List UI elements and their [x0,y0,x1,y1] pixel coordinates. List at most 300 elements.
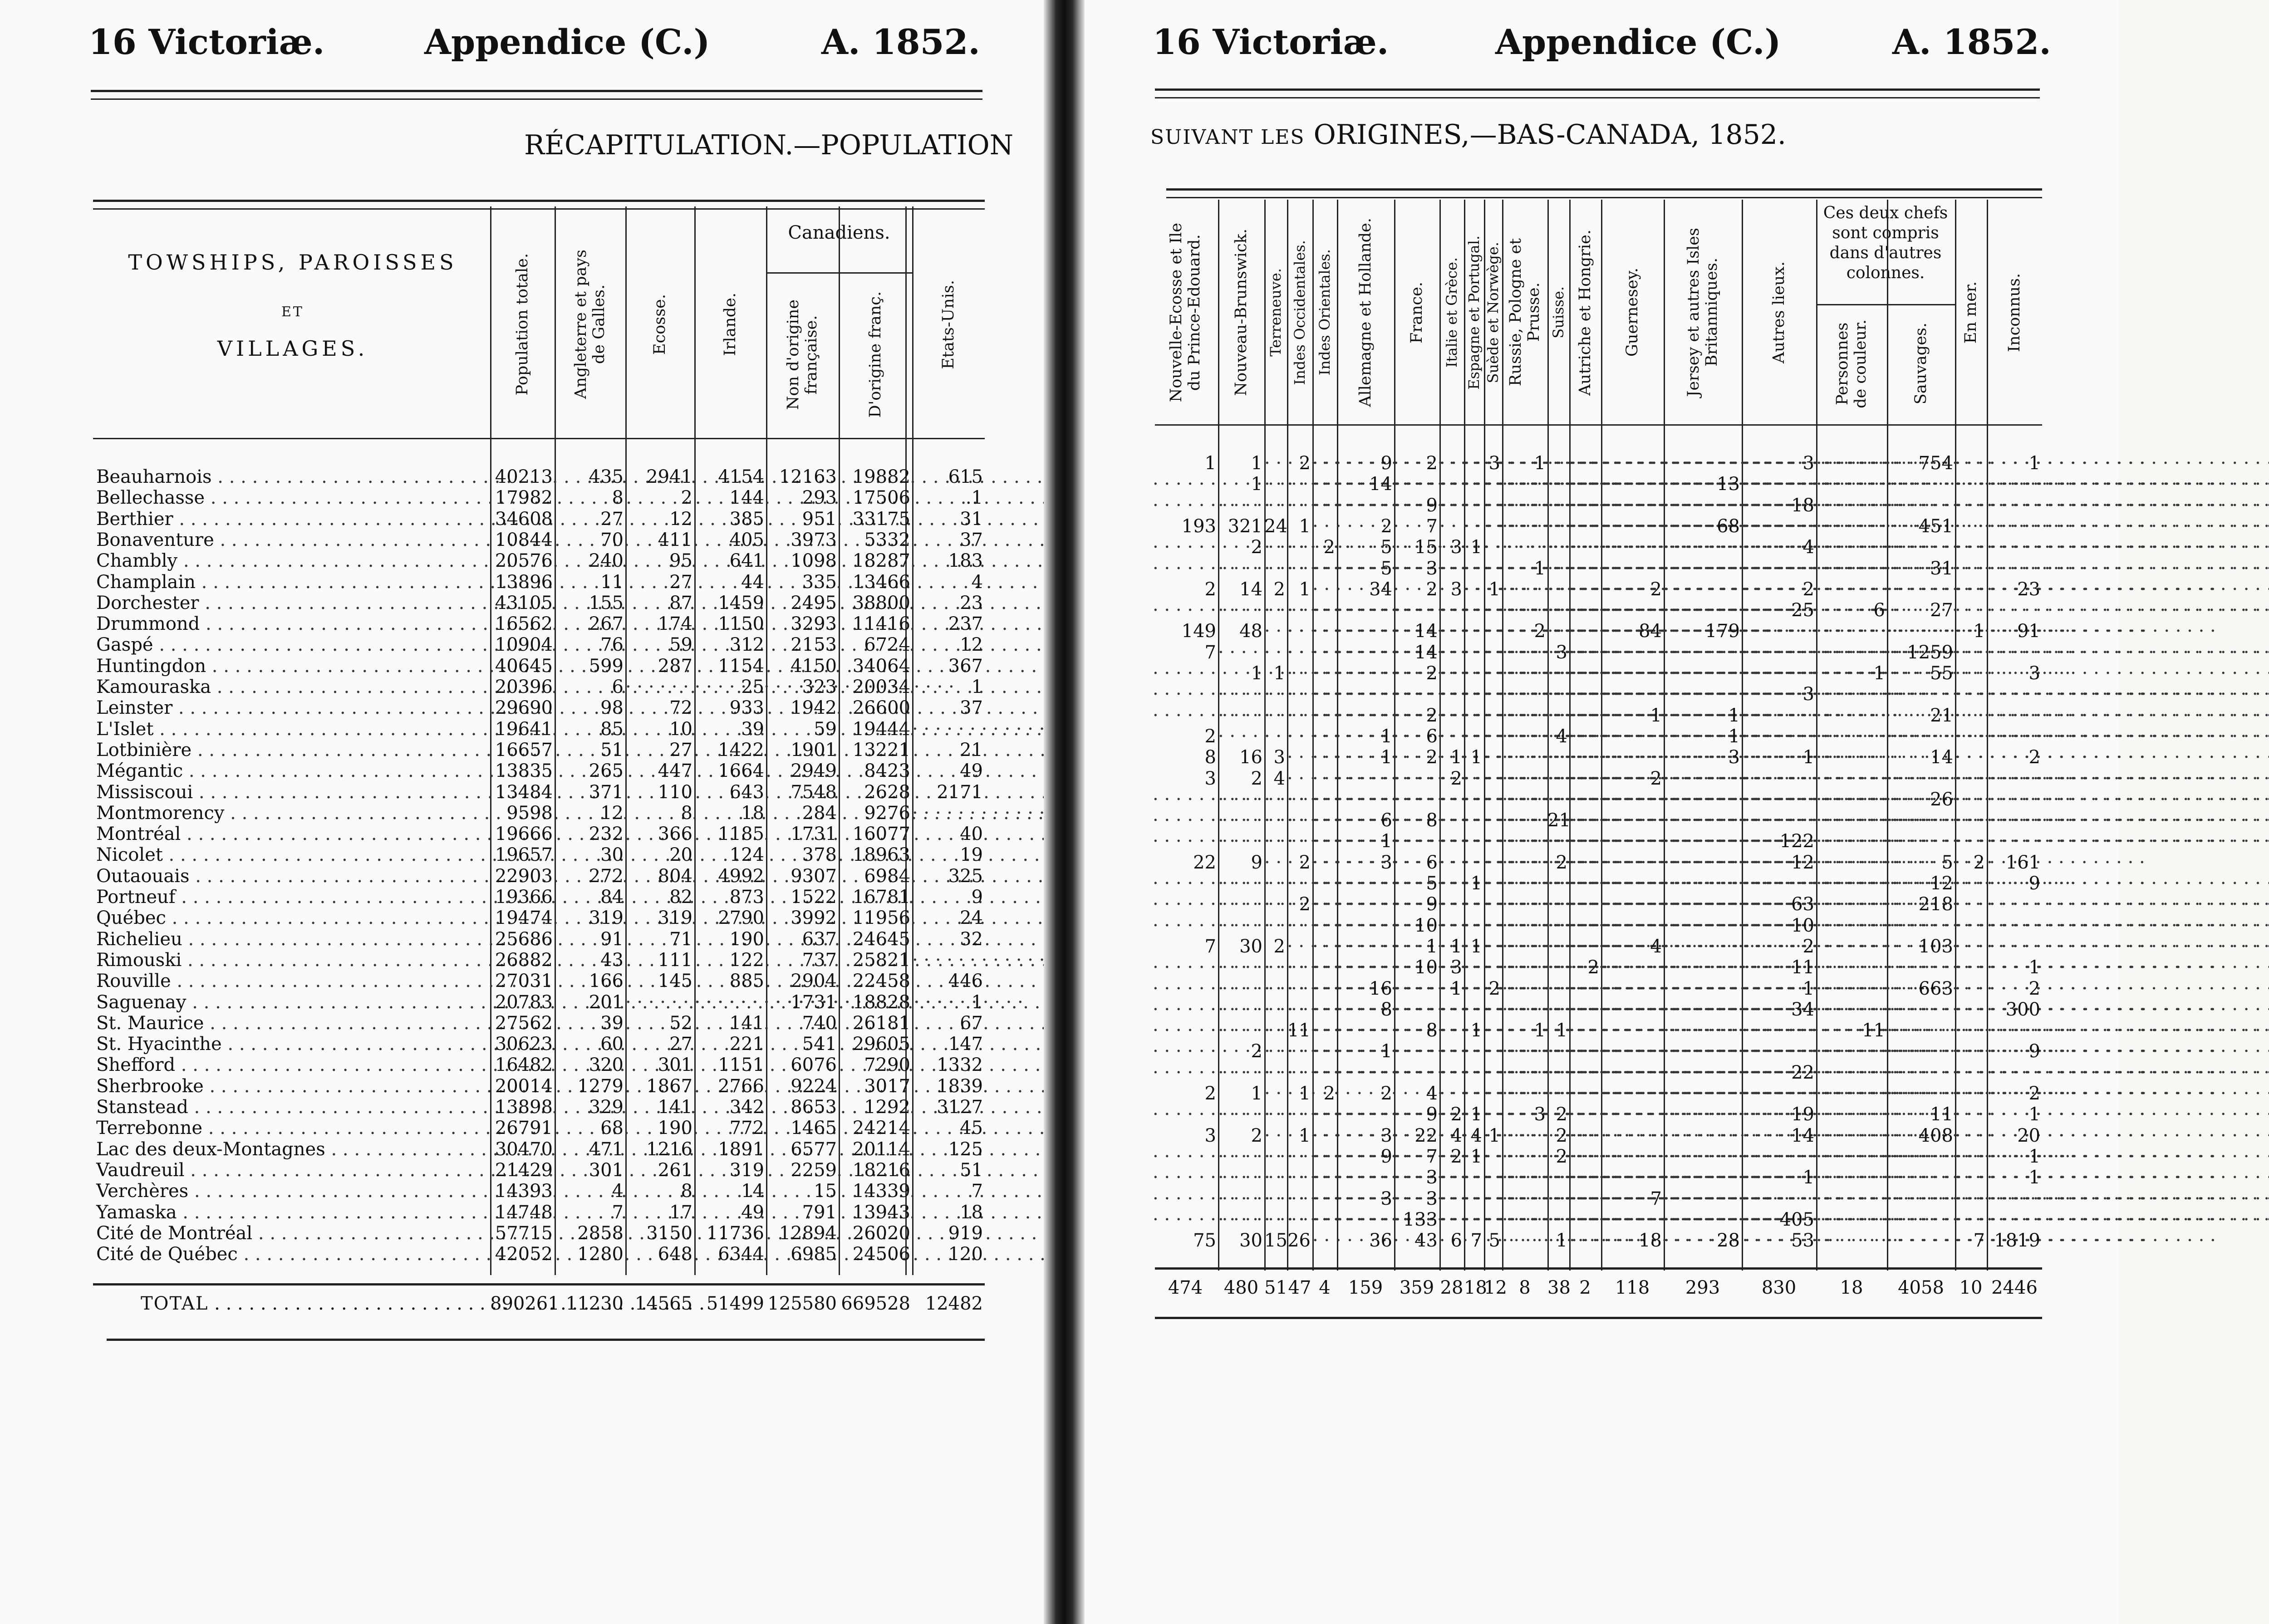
table-cell [1218,621,1264,642]
cell-value: 1098 [791,550,837,572]
table-cell [912,656,985,677]
cell-value: 1 [1470,873,1482,894]
table-cell [1816,495,1887,516]
total-cell: 359 [1399,1277,1434,1298]
row-label: Leinster . . . [96,697,489,718]
table-cell [1218,1209,1264,1230]
cell-value: 2 [1204,579,1216,600]
cell-value: 13466 [852,571,910,593]
table-cell [490,971,555,991]
table-cell [1464,537,1484,558]
table-cell [1484,495,1502,516]
table-cell [1569,1209,1601,1230]
table-cell [1337,726,1394,747]
table-cell [1394,663,1439,684]
table-cell [694,487,766,508]
table-cell [625,1160,694,1181]
table-cell [1742,705,1816,726]
table-cell [1264,1020,1287,1041]
table-cell [1337,978,1394,999]
table-cell [1887,1125,1955,1146]
table-cell [1547,999,1569,1020]
table-cell [1484,999,1502,1020]
table-cell [1439,789,1464,810]
table-cell [1569,495,1601,516]
table-cell [912,1013,985,1034]
cell-value: 1942 [791,697,837,719]
table-cell [1264,810,1287,831]
cell-value: 312 [729,634,764,656]
table-cell [1664,474,1742,495]
table-cell [1337,621,1394,642]
table-cell [490,656,555,677]
table-cell [1218,852,1264,873]
stub-header-line2: ET [281,304,304,320]
table-cell [912,866,985,887]
cell-value: 29690 [495,697,553,719]
table-cell [839,1013,912,1034]
table-cell [1887,810,1955,831]
cell-value: 1 [1380,747,1392,768]
table-cell [766,1076,839,1097]
table-cell [1312,768,1337,789]
table-cell [1337,831,1394,852]
cell-value: 8 [1204,747,1216,768]
table-cell [1484,558,1502,579]
cell-value: 30 [600,844,624,866]
table-cell [912,1223,985,1244]
table-cell [912,550,985,571]
running-head-title: Appendice (C.) [424,22,710,62]
column-header-label: Allemagne et Hollande. [1356,218,1375,407]
table-cell [490,1202,555,1223]
column-header [912,216,985,433]
table-cell [1464,1041,1484,1062]
table-cell [1742,1062,1816,1083]
table-cell [1742,474,1816,495]
table-cell [1816,1062,1887,1083]
table-cell [1287,495,1312,516]
cell-value: 53 [1791,1230,1814,1251]
cell-value: 237 [948,613,983,635]
cell-value: 2 [1273,936,1285,957]
column-header [1601,205,1664,420]
cell-value: 1 [1251,453,1262,474]
table-cell [1218,684,1264,705]
cell-value: 20783 [495,991,553,1013]
cell-value: 15 [814,1181,837,1202]
table-cell [1887,1167,1955,1188]
cell-value: 72 [669,697,692,719]
table-cell [1742,495,1816,516]
cell-value: 1 [1470,747,1482,768]
table-cell [1464,495,1484,516]
table-cell [1502,495,1547,516]
table-cell [1337,852,1394,873]
cell-value: 13896 [495,571,553,593]
cell-value: 16077 [852,824,910,845]
cell-value: 471 [589,1138,624,1160]
table-cell [1569,1062,1601,1083]
table-cell [1312,726,1337,747]
table-cell [1439,852,1464,873]
cell-value: 740 [802,1012,837,1034]
table-cell [912,1055,985,1075]
table-bottom-rule [107,1339,985,1341]
cell-value: 16562 [495,613,553,635]
cell-value: 6 [1426,726,1438,747]
table-cell [1502,1188,1547,1209]
cell-value: 1216 [646,1138,692,1160]
table-cell [1312,537,1337,558]
cell-value: 1279 [577,1075,624,1097]
table-cell [625,1097,694,1118]
table-cell [1218,474,1264,495]
table-cell [1218,558,1264,579]
table-cell [1439,684,1464,705]
table-cell [1337,1125,1394,1146]
table-cell [694,887,766,908]
table-cell [1484,705,1502,726]
table-cell [1287,1146,1312,1167]
cell-value: 3 [1450,537,1462,558]
table-cell [1394,915,1439,936]
table-cell [1464,726,1484,747]
table-cell [625,782,694,803]
table-cell [1153,705,1218,726]
table-cell [1601,852,1664,873]
cell-value: 7 [1650,1188,1662,1209]
table-cell [1464,684,1484,705]
table-cell [1264,1146,1287,1167]
table-cell [839,971,912,991]
cell-value: 21 [1547,810,1571,831]
cell-value: 16657 [495,739,553,760]
table-cell [1439,663,1464,684]
table-cell [1502,1041,1547,1062]
table-cell [1887,1146,1955,1167]
cell-value: 329 [589,1097,624,1118]
table-cell [625,697,694,718]
table-cell [1987,1041,2042,1062]
cell-value: 2 [1299,894,1311,915]
column-header-label: Espagne et Portugal. [1465,235,1483,390]
table-cell [1502,873,1547,894]
cell-value: 272 [589,865,624,887]
table-cell [625,1055,694,1075]
cell-value: 1 [1299,1083,1311,1104]
cell-value: 18 [1791,495,1814,516]
table-cell [625,844,694,865]
table-cell [1287,1188,1312,1209]
cell-value: 1 [1802,978,1814,999]
table-cell [1955,1041,1987,1062]
table-cell [1312,600,1337,621]
table-cell [1287,558,1312,579]
table-cell [1601,915,1664,936]
table-cell [1816,873,1887,894]
cell-value: 8 [681,802,692,824]
column-header-label: France. [1408,281,1426,343]
table-cell [1955,621,1987,642]
cell-value: 342 [729,1097,764,1118]
table-cell [1742,516,1816,537]
column-header [555,216,625,433]
table-cell [1264,999,1287,1020]
table-cell [1337,642,1394,663]
column-header [1394,205,1439,420]
table-cell [1816,474,1887,495]
cell-value: 13898 [495,1097,553,1118]
table-cell [1153,621,1218,642]
table-cell [839,677,912,697]
table-cell [1312,936,1337,957]
table-cell [766,656,839,677]
table-cell [1464,894,1484,915]
table-cell [1816,600,1887,621]
cell-value: 405 [1779,1209,1814,1230]
table-cell [1955,1230,1987,1251]
table-cell [1547,873,1569,894]
table-cell [1337,1230,1394,1251]
table-cell [1816,1188,1887,1209]
cell-value: 7 [1204,936,1216,957]
table-cell [1287,1062,1312,1083]
table-cell [1439,726,1464,747]
cell-value: 30470 [495,1138,553,1160]
table-cell [766,572,839,593]
table-cell [1816,642,1887,663]
table-cell [490,844,555,865]
cell-value: 3 [1426,558,1438,579]
table-cell [1887,978,1955,999]
cell-value: 9 [1426,894,1438,915]
cell-value: 7290 [864,1055,910,1076]
cell-value: 1 [1251,474,1262,495]
cell-value: 190 [658,1118,692,1139]
table-cell [1464,768,1484,789]
table-cell [625,719,694,740]
cell-value: 59 [669,634,692,656]
table-cell [1337,936,1394,957]
table-cell [1955,957,1987,978]
table-cell [1312,852,1337,873]
table-cell [1887,495,1955,516]
table-cell [1464,747,1484,768]
table-cell [1312,1125,1337,1146]
cell-value: 21429 [495,1159,553,1181]
table-cell [1816,537,1887,558]
cell-value: 14 [1930,747,1953,768]
table-cell [1484,1209,1502,1230]
table-cell [1264,621,1287,642]
cell-value: 34 [1369,579,1392,600]
table-cell [1218,1041,1264,1062]
table-cell [490,1118,555,1138]
cell-value: 37 [960,529,983,550]
table-cell [555,593,625,613]
table-cell [1264,1209,1287,1230]
header-rule [91,90,982,100]
row-label: Lac des deux-Montagnes . . . [96,1139,489,1160]
table-cell [1987,642,2042,663]
table-cell [1264,831,1287,852]
cell-value: 1 [1299,579,1311,600]
table-cell [1742,873,1816,894]
table-cell [1394,705,1439,726]
table-cell [625,1181,694,1202]
table-cell [1502,453,1547,474]
table-cell [1464,642,1484,663]
cell-value: 287 [658,655,692,677]
table-cell [1601,768,1664,789]
table-cell [1887,957,1955,978]
table-cell [1484,453,1502,474]
table-cell [1153,642,1218,663]
table-cell [1464,1230,1484,1251]
table-cell [1439,957,1464,978]
table-cell [1337,1167,1394,1188]
table-cell [1312,1188,1337,1209]
table-cell [1464,579,1484,600]
table-cell [1264,957,1287,978]
table-cell [490,1139,555,1160]
table-cell [1816,1041,1887,1062]
total-cell: 474 [1168,1277,1203,1298]
table-cell [1464,600,1484,621]
table-cell [1218,936,1264,957]
table-cell [1312,1209,1337,1230]
table-cell [1547,1125,1569,1146]
table-cell [1569,558,1601,579]
row-label: Sherbrooke . . . [96,1076,489,1097]
cell-value: 301 [658,1055,692,1076]
total-cell: 125580 [767,1293,837,1314]
table-cell [839,782,912,803]
cell-value: 19444 [852,718,910,740]
table-cell [1153,852,1218,873]
cell-value: 68 [600,1118,624,1139]
table-cell [1987,1083,2042,1104]
table-cell [1153,978,1218,999]
column-header [1439,205,1464,420]
table-cell [1569,978,1601,999]
table-cell [1547,558,1569,579]
cell-value: 28 [1717,1230,1740,1251]
table-cell [1569,894,1601,915]
table-cell [1569,810,1601,831]
table-cell [1664,600,1742,621]
table-cell [1287,1167,1312,1188]
cell-value: 2 [1556,1104,1567,1125]
table-cell [1502,957,1547,978]
table-cell [694,719,766,740]
table-cell [1312,579,1337,600]
table-cell [1664,516,1742,537]
table-cell [1547,789,1569,810]
table-cell [1816,1104,1887,1125]
cell-value: 1 [1873,663,1885,684]
cell-value: 6 [612,677,624,697]
table-cell [1502,1083,1547,1104]
cell-value: 1 [1534,558,1546,579]
table-cell [1547,894,1569,915]
cell-value: 11416 [852,613,910,635]
table-cell [1394,1125,1439,1146]
table-cell [1484,516,1502,537]
table-cell [766,1181,839,1202]
table-cell [1955,579,1987,600]
table-cell [839,572,912,593]
table-cell [1569,1104,1601,1125]
table-cell [1569,600,1601,621]
table-cell [1218,600,1264,621]
table-cell [1664,705,1742,726]
table-cell [1987,726,2042,747]
table-cell [1569,1041,1601,1062]
cell-value: 804 [658,865,692,887]
table-cell [625,887,694,908]
table-cell [912,509,985,530]
table-cell [1312,915,1337,936]
cell-value: 951 [802,508,837,530]
table-cell [1153,1230,1218,1251]
table-cell [766,929,839,950]
cell-value: 15 [1414,537,1438,558]
running-head-vol: 16 Victoriæ. [1153,22,1389,62]
table-cell [1987,1125,2042,1146]
cell-value: 405 [729,529,764,550]
cell-value: 1 [971,677,983,697]
row-label: Nicolet . . . [96,844,489,865]
table-cell [1287,747,1312,768]
page-subtitle-main: ORIGINES,—BAS-CANADA, 1852. [1313,119,1787,151]
table-cell [1153,1020,1218,1041]
cell-value: 85 [600,718,624,740]
table-cell [1887,1041,1955,1062]
column-header [1502,205,1547,420]
cell-value: 1 [2028,1104,2040,1125]
cell-value: 201 [589,991,624,1013]
table-cell [912,1097,985,1118]
table-cell [1664,453,1742,474]
right-page [1085,0,2117,1624]
table-cell [1502,642,1547,663]
cell-value: 4 [971,571,983,593]
cell-value: 5 [1380,558,1392,579]
table-cell [555,866,625,887]
table-cell [912,1139,985,1160]
table-cell [1287,789,1312,810]
cell-value: 2 [1426,579,1438,600]
cell-value: 4 [1802,537,1814,558]
table-cell [1955,1104,1987,1125]
table-cell [1569,768,1601,789]
table-cell [490,697,555,718]
table-cell [1439,831,1464,852]
cell-value: 9 [1380,453,1392,474]
cell-value: 435 [589,466,624,487]
table-cell [555,1118,625,1138]
table-cell [1439,1167,1464,1188]
cell-value: 1292 [864,1097,910,1118]
cell-value: 1 [1728,705,1740,726]
table-cell [490,782,555,803]
table-cell [490,740,555,760]
table-cell [1887,915,1955,936]
cell-value: 9224 [791,1075,837,1097]
table-top-rule [1166,188,2042,198]
